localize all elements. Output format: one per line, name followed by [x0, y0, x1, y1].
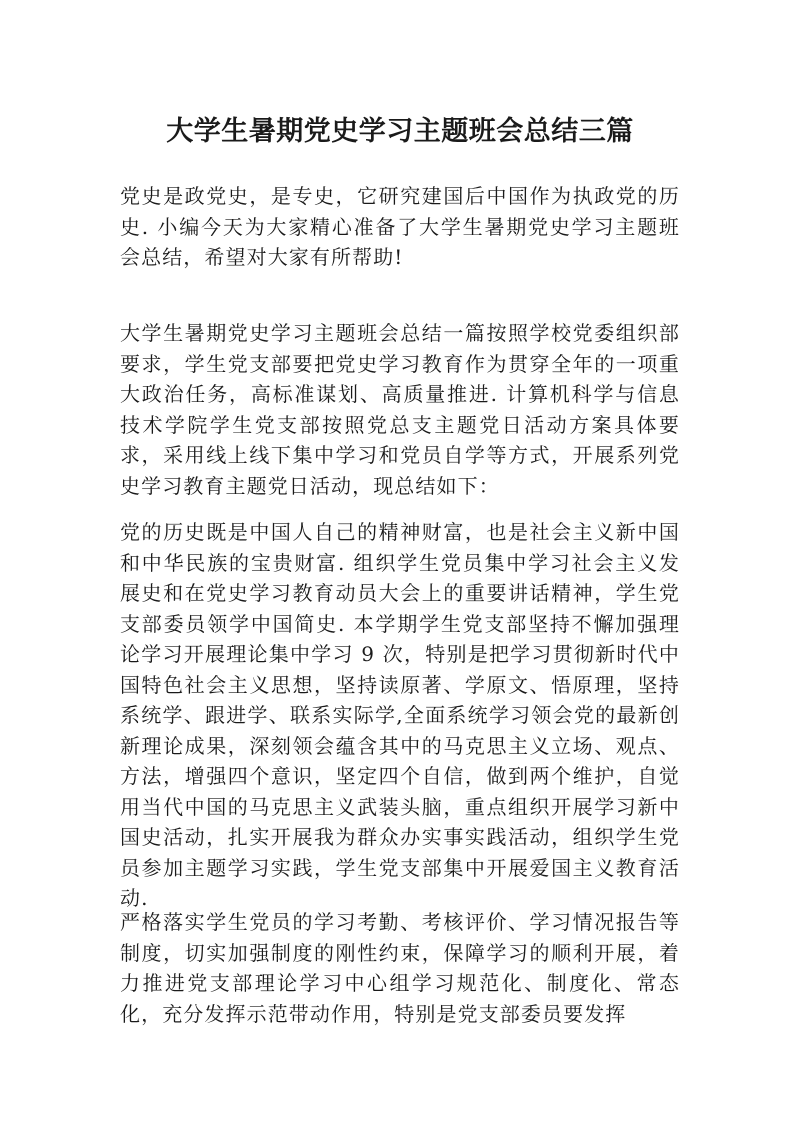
body-paragraph: 严格落实学生党员的学习考勤、考核评价、学习情况报告等制度，切实加强制度的刚性约束，保障学习的顺利开展，着力推进党支部理论学习中心组学习规范化、制度化、常态化，充分发挥示范带动作用，特别是党支部委员要发挥 [120, 910, 680, 1026]
document-title: 大学生暑期党史学习主题班会总结三篇 [166, 116, 634, 147]
intro-paragraph: 党史是政党史，是专史，它研究建国后中国作为执政党的历史. 小编今天为大家精心准备了大学生暑期党史学习主题班会总结，希望对大家有所帮助! [120, 184, 680, 269]
body-paragraph: 大学生暑期党史学习主题班会总结一篇按照学校党委组织部要求，学生党支部要把党史学习教育作为贯穿全年的一项重大政治任务，高标准谋划、高质量推进. 计算机科学与信息技术学院学生党支部按照党总支主题党日活动方案具体要求，采用线上线下集中学习和党员自学等方式，开展系列党史学习教育主题党日活动，现总结如下： [120, 321, 680, 498]
body-paragraph: 党的历史既是中国人自己的精神财富，也是社会主义新中国和中华民族的宝贵财富. 组织学生党员集中学习社会主义发展史和在党史学习教育动员大会上的重要讲话精神，学生党支部委员领学中国简史. 本学期学生党支部坚持不懈加强理论学习开展理论集中学习 9 次，特别是把学习贯彻新时代中国特色社会主义思想，坚持读原著、学原文、悟原理，坚持系统学、跟进学、联系实际学,全面系统学习领会党的最新创新理论成果，深刻领会蕴含其中的马克思主义立场、观点、方法，增强四个意识，坚定四个自信，做到两个维护，自觉用当代中国的马克思主义武装头脑，重点组织开展学习新中国史活动，扎实开展我为群众办实事实践活动，组织学生党员参加主题学习实践，学生党支部集中开展爱国主义教育活动. [120, 520, 680, 910]
